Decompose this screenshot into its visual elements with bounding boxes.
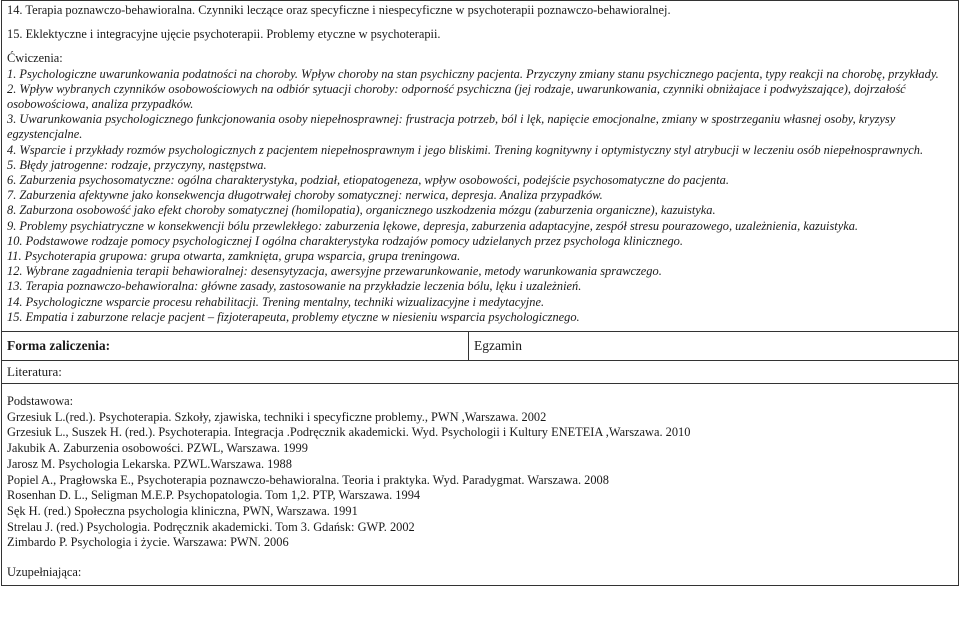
exercise-item: 8. Zaburzona osobowość jako efekt choroby somatycznej (homilopatia), organicznego uszkodzenia mózgu (zaburzenia organiczne), kazuistyka.: [7, 203, 716, 218]
exercise-item: 9. Problemy psychiatryczne w konsekwencji bólu przewlekłego: zaburzenia lękowe, depresja, zaburzenia adaptacyjne, zespół stresu pourazowego, uzależnienia, kazuistyka.: [7, 218, 859, 233]
literatura-cell: [2, 361, 959, 384]
exercise-item: 7. Zaburzenia afektywne jako konsekwencja długotrwałej choroby somatycznej: nerwica, depresja. Analiza przypadków.: [7, 188, 603, 203]
exercise-item: 5. Błędy jatrogenne: rodzaje, przyczyny, następstwa.: [7, 157, 267, 172]
forma-zaliczenia-value: Egzamin: [474, 338, 522, 354]
topics-list: [7, 1, 953, 331]
syllabus-table: [1, 0, 959, 586]
reference-item: Grzesiuk L., Suszek H. (red.). Psychoterapia. Integracja .Podręcznik akademicki. Wyd. Psychologii i Kultury ENETEIA ,Warszawa. 2010: [7, 425, 691, 440]
literatura-label: Literatura:: [7, 364, 62, 380]
topic-item: 15. Eklektyczne i integracyjne ujęcie psychoterapii. Problemy etyczne w psychoterapii.: [7, 27, 441, 42]
reference-item: Jarosz M. Psychologia Lekarska. PZWL.Warszawa. 1988: [7, 456, 292, 471]
exercise-item: 2. Wpływ wybranych czynników osobowościowych na odbiór sytuacji choroby: odporność psychiczna (jej rodzaje, uwarunkowania, czynniki obniżajace i podwyższające), dojrzałość osobowościowa, analiza przypadków.: [7, 81, 906, 112]
reference-item: Jakubik A. Zaburzenia osobowości. PZWL, Warszawa. 1999: [7, 441, 308, 456]
forma-label-cell: [2, 332, 469, 361]
reference-item: Zimbardo P. Psychologia i życie. Warszawa: PWN. 2006: [7, 535, 289, 550]
exercise-item: 11. Psychoterapia grupowa: grupa otwarta, zamknięta, grupa wsparcia, grupa treningowa.: [7, 249, 461, 264]
exercise-item: 1. Psychologiczne uwarunkowania podatności na choroby. Wpływ choroby na stan psychiczny pacjenta. Przyczyny zmiany stanu psychicznego pacjenta, typy reakcji na chorobę, przykłady.: [7, 66, 939, 81]
references-block: [7, 384, 953, 585]
exercise-item: 13. Terapia poznawczo-behawioralna: główne zasady, zastosowanie na przykładzie leczenia bólu, lęku i uzależnień.: [7, 279, 582, 294]
topic-item: 14. Terapia poznawczo-behawioralna. Czynniki leczące oraz specyficzne i niespecyficzne w psychoterapii poznawczo-behawioralnej.: [7, 3, 671, 17]
exercises-heading: Ćwiczenia:: [7, 51, 63, 66]
references-cell: [2, 384, 959, 586]
reference-item: Grzesiuk L.(red.). Psychoterapia. Szkoły, zjawiska, techniki i specyficzne problemy., PWN ,Warszawa. 2002: [7, 409, 547, 424]
reference-item: Popiel A., Pragłowska E., Psychoterapia poznawczo-behawioralna. Teoria i praktyka. Wyd. Paradygmat. Warszawa. 2008: [7, 472, 609, 487]
exercise-item: 15. Empatia i zaburzone relacje pacjent – fizjoterapeuta, problemy etyczne w niesieniu wsparcia psychologicznego.: [7, 309, 580, 324]
reference-item: Strelau J. (red.) Psychologia. Podręcznik akademicki. Tom 3. Gdańsk: GWP. 2002: [7, 519, 415, 534]
exercise-item: 14. Psychologiczne wsparcie procesu rehabilitacji. Trening mentalny, techniki wizualizacyjne i medytacyjne.: [7, 294, 545, 309]
exercise-item: 6. Zaburzenia psychosomatyczne: ogólna charakterystyka, podział, etiopatogeneza, wpływ osobowości, podejście psychosomatyczne do pacjenta.: [7, 173, 729, 188]
exercise-item: 10. Podstawowe rodzaje pomocy psychologicznej I ogólna charakterystyka rodzajów pomocy udzielanych przez psychologa klinicznego.: [7, 233, 683, 248]
forma-value-cell: [469, 332, 959, 361]
podstawowa-label: Podstawowa:: [7, 394, 74, 409]
reference-item: Sęk H. (red.) Społeczna psychologia kliniczna, PWN, Warszawa. 1991: [7, 503, 358, 518]
uzupelniajaca-label: Uzupełniająca:: [7, 565, 82, 580]
exercise-item: 4. Wsparcie i przykłady rozmów psychologicznych z pacjentem niepełnosprawnym i jego bliskimi. Trening kognitywny i optymistyczny styl atrybucji w leczeniu osób niepełnosprawnych.: [7, 142, 924, 157]
program-content-cell: [2, 1, 959, 332]
reference-item: Rosenhan D. L., Seligman M.E.P. Psychopatologia. Tom 1,2. PTP, Warszawa. 1994: [7, 488, 421, 503]
forma-zaliczenia-label: Forma zaliczenia:: [7, 338, 111, 354]
exercise-item: 3. Uwarunkowania psychologicznego funkcjonowania osoby niepełnosprawnej: frustracja potrzeb, ból i lęk, napięcie emocjonalne, zmiany w spostrzeganiu własnej osoby, kryzysy egzystencjalne.: [7, 112, 896, 142]
exercises-list: [7, 67, 953, 325]
exercise-item: 12. Wybrane zagadnienia terapii behawioralnej: desensytyzacja, awersyjne przewarunkowanie, metody warunkowania sprawczego.: [7, 264, 662, 279]
